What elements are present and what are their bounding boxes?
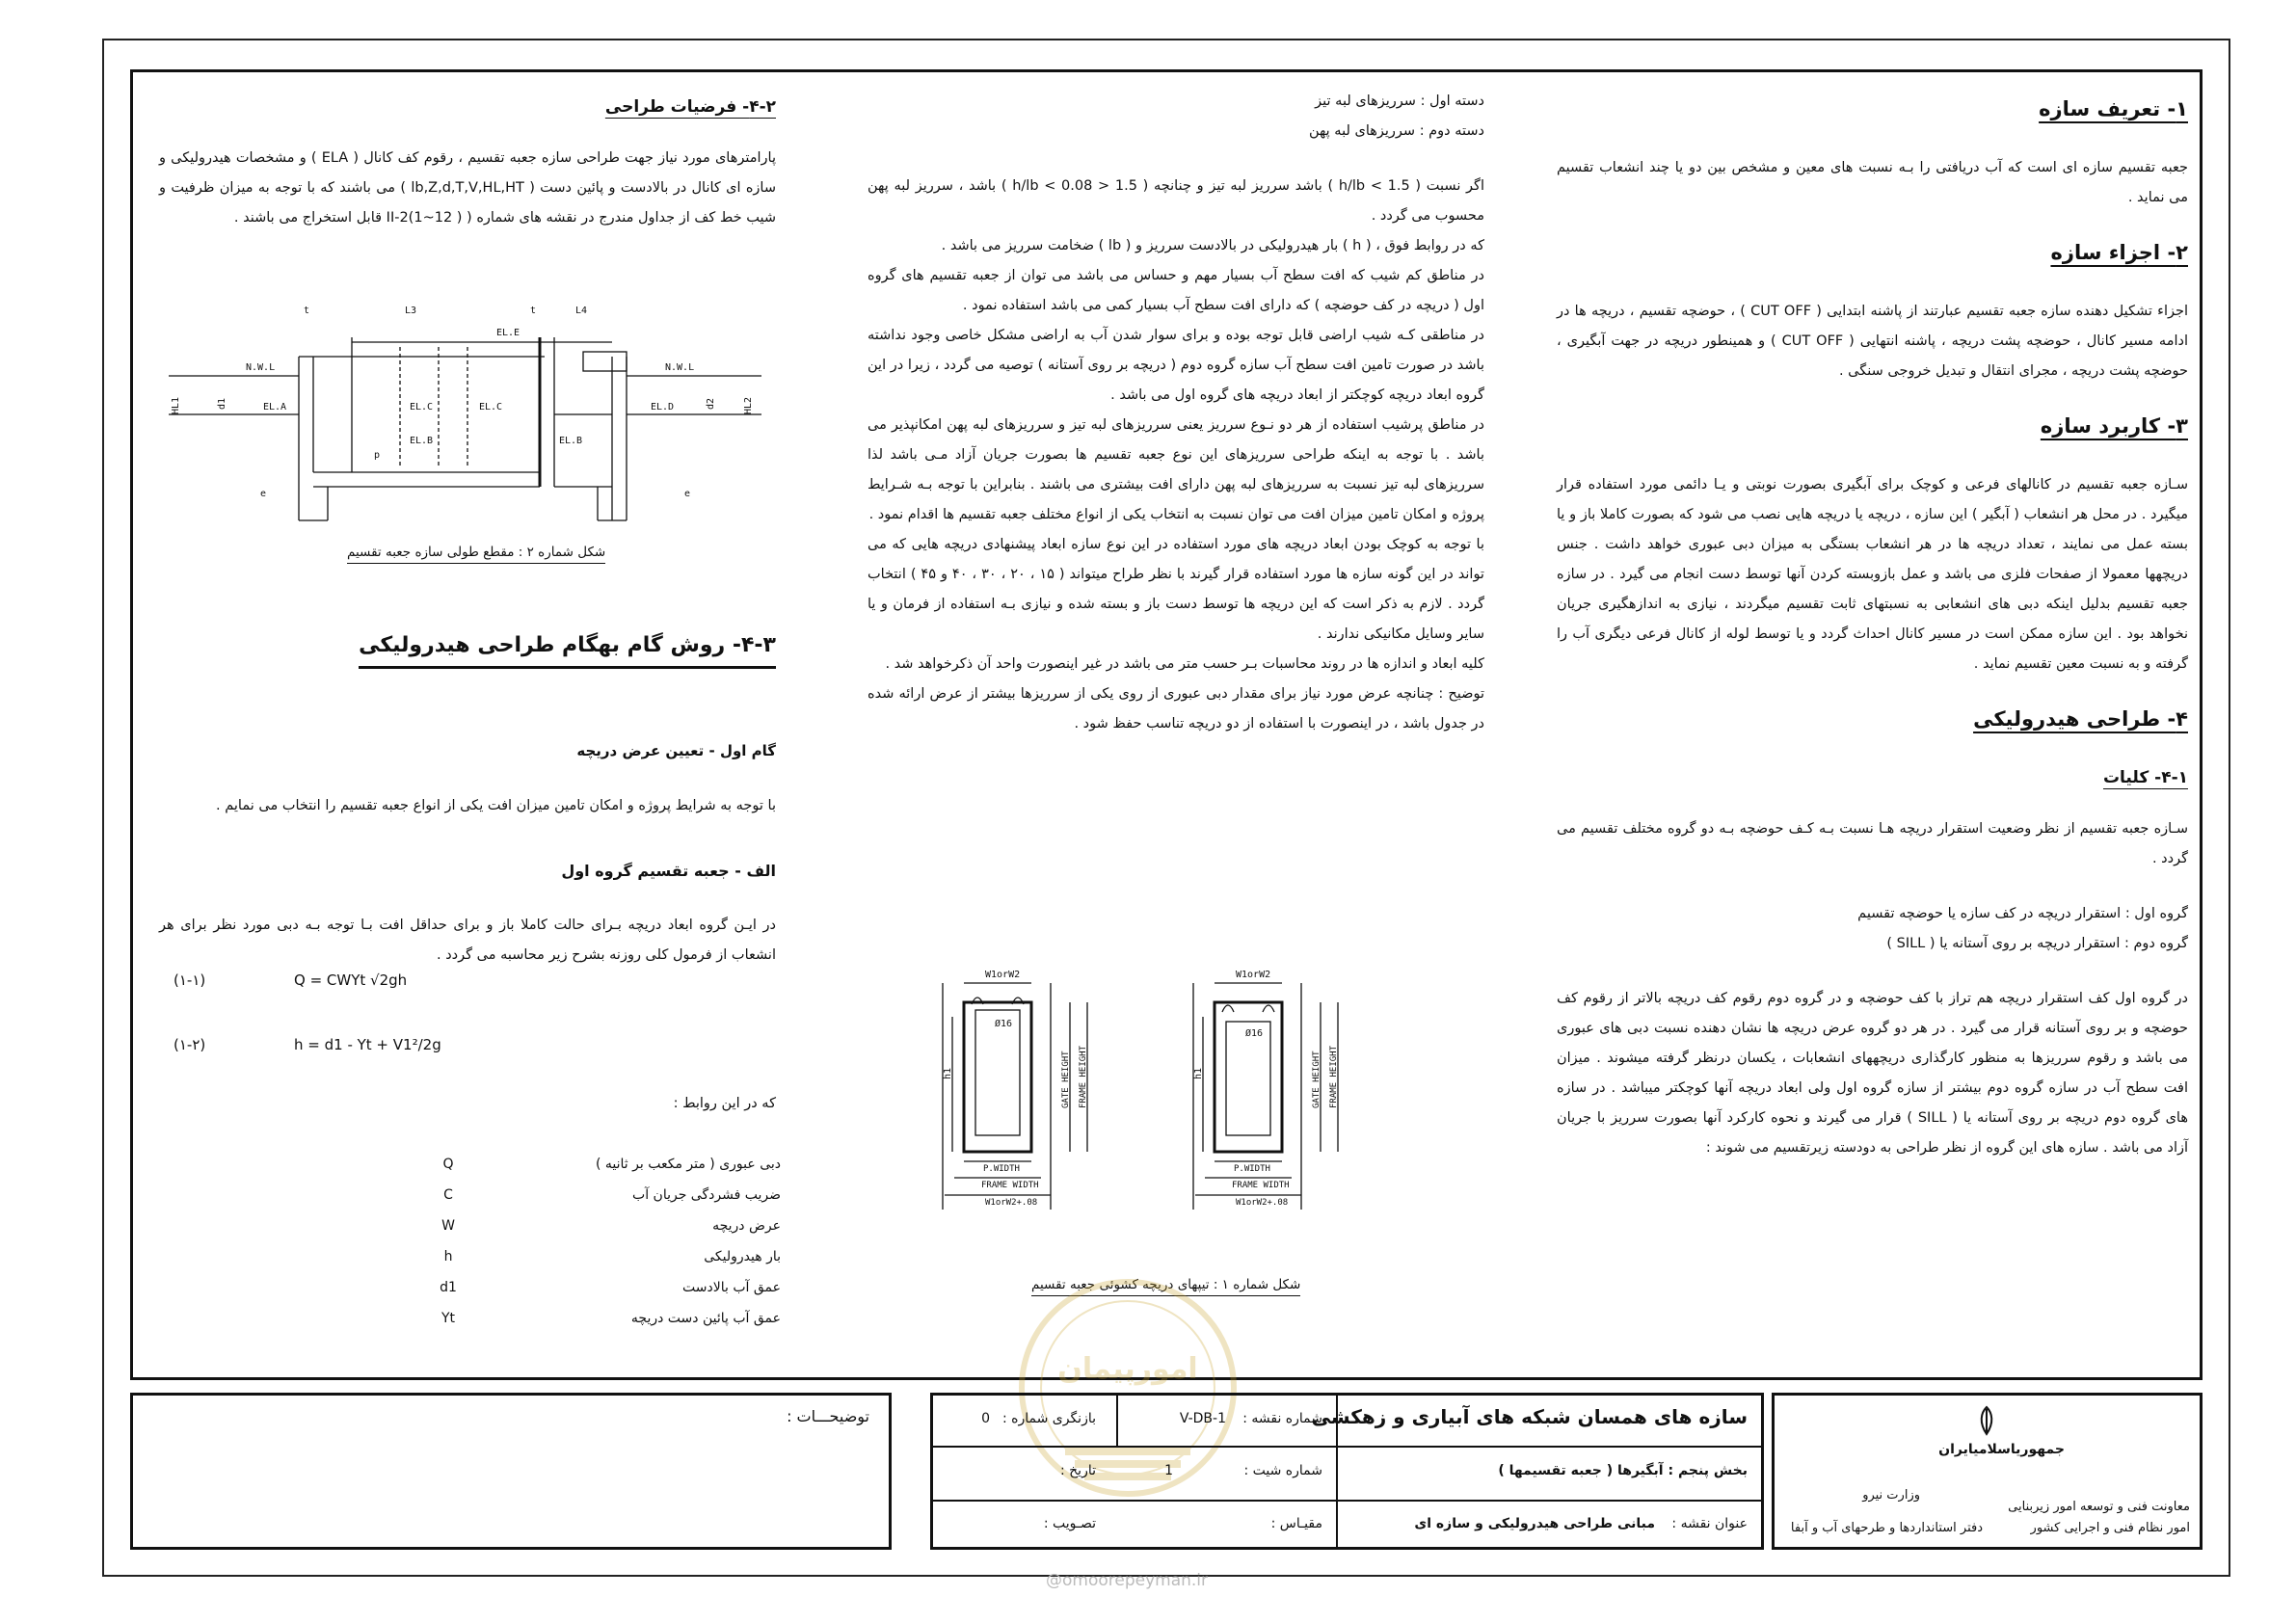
gate-a-h1: h1 xyxy=(943,1067,953,1079)
para-3: در مناطق کم شیب که افت سطح آب بسیار مهم و حساس می باشد می توان از جعبه تقسیم های گروه اول ( دریچه در کف حوضچه ) که دارای افت سطح آب بسیار کمی می باشد استفاده نمود . xyxy=(868,268,1484,313)
group-2-line: گروه دوم : استقرار دریچه بر روی آستانه یا ( SILL ) xyxy=(1886,936,2188,951)
category-2: دسته دوم : سرریزهای لبه پهن xyxy=(1308,123,1484,139)
legend-sym: C xyxy=(443,1187,453,1203)
para-1: اگر نسبت ( h/lb < 1.5 ) باشد سرریز لبه تیز و چنانچه ( 1.5 < h/lb < 0.08 ) باشد ، سرریز لبه پهن محسوب می گردد . xyxy=(868,178,1484,224)
project-title: سازه های همسان شبکه های آبیاری و زهکشی xyxy=(1311,1405,1748,1428)
label-d2: d2 xyxy=(706,397,716,410)
gate-b-w-label: W1orW2 xyxy=(1236,970,1271,980)
label-ELC-2: EL.C xyxy=(479,402,503,412)
org-3: وزارت نیرو xyxy=(1862,1488,1920,1503)
legend-desc: دبی عبوری ( متر مکعب بر ثانیه ) xyxy=(596,1157,781,1172)
formula-2: h = d1 - Yt + V1²/2g xyxy=(294,1036,441,1053)
approve-label: تصـویب : xyxy=(1043,1516,1096,1531)
legend-desc: عرض دریچه xyxy=(712,1218,781,1234)
gate-a-fw2: W1orW2+.08 xyxy=(985,1198,1038,1208)
legend-desc: عمق آب پائین دست دریچه xyxy=(630,1311,781,1326)
label-e-2: e xyxy=(684,489,691,499)
gate-b-fw: FRAME WIDTH xyxy=(1232,1181,1290,1190)
section-4-2-text: پارامترهای مورد نیاز جهت طراحی سازه جعبه تقسیم ، رقوم کف کانال ( ELA ) و مشخصات هیدرولیکی و سازه ای کانال در بالادست و پائین دست ( lb,Z,d,T,V,HL,HT ) می باشند که با توجه به میزان ظرفیت و شیب خط کف از جداول مندرج در نقشه های شماره ( II-2(1~12 ) قابل استخراج می باشند . xyxy=(159,150,776,226)
org-2: امور نظام فنی و اجرایی کشور xyxy=(2030,1521,2190,1535)
formula-2-number: (۱-۲) xyxy=(174,1036,206,1053)
para-8: توضیح : چنانچه عرض مورد نیاز برای مقدار دبی عبوری از روی یکی از سرریزها بیشتر از عرض ارائه شده در جدول باشد ، در اینصورت با استفاده از دو دریچه تناسب حفظ شود . xyxy=(868,686,1484,732)
gate-a-w-label: W1orW2 xyxy=(985,970,1021,980)
label-ELD: EL.D xyxy=(651,402,675,412)
para-5: در مناطق پرشیب استفاده از هر دو نـوع سرریز یعنی سرریزهای لبه تیز و سرریزهای لبه پهن امکانپذیر می باشد . با توجه به اینکه طراحی سرریزهای این نوع جعبه تقسیم ها بصورت جریان آزاد مـی باشد لذا سرریزهای لبه تیز نسبت به سرریزهای لبه پهن دارای افت بیشتری می باشند . بنابراین با توجه بـه شـرایط پروژه و امکان تامین میزان افت می توان نسبت به انتخاب یکی از انواع مختلف جعبه تقسیم ها اقدام نمود . xyxy=(868,417,1484,522)
gate-b-dia: Ø16 xyxy=(1245,1028,1264,1039)
section-name: بخش پنجم : آبگیرها ( جعبه تقسیمها ) xyxy=(1498,1463,1748,1478)
dim-t-2: t xyxy=(530,306,537,316)
section-3-text: سـازه جعبه تقسیم در کانالهای فرعی و کوچک برای آبگیری بصورت نوبتی و یـا دائمی مورد استفاده قرار میگیرد . در محل هر انشعاب ( آبگیر ) این سازه ، دریچه یا دریچه هایی نصب می شود که بصورت کاملا باز و یا بسته عمل می نمایند ، تعداد دریچه ها در هر انشعاب بستگی به میزان دبی عبوری خواهد داشت . جنس دریچهها معمولا از صفحات فلزی می باشد و عمل بازوبسته کردن آنها توسط دست انجام می گیرد . در سازه جعبه تقسیم بدلیل اینکه دبی های انشعابی به نسبتهای ثابت تقسیم میگردند ، نیازی به اندازهگیری جریان نخواهد بود . این سازه ممکن است در مسیر کانال احداث گردد و یا توسط لوله از کانال فرعی دیگری آب را گرفته و به نسبت معین تقسیم نماید . xyxy=(1557,477,2188,672)
legend-sym: d1 xyxy=(440,1280,457,1295)
revision-label: بازنگری شماره : xyxy=(1001,1411,1096,1426)
sheet-label: شماره شیت : xyxy=(1243,1463,1322,1478)
legend-desc: عمق آب بالادست xyxy=(682,1280,781,1295)
watermark-text: امورپیمان xyxy=(1057,1352,1198,1386)
legend-row xyxy=(414,1249,781,1264)
sheet-no: 1 xyxy=(1164,1463,1173,1478)
legend-desc: بار هیدرولیکی xyxy=(704,1249,781,1264)
legend-sym: Yt xyxy=(441,1311,456,1326)
date-label: تاریخ : xyxy=(1059,1463,1096,1478)
para-2: که در روابط فوق ، ( h ) بار هیدرولیکی در بالادست سرریز و ( lb ) ضخامت سرریز می باشد . xyxy=(941,238,1484,253)
legend-row xyxy=(414,1218,781,1234)
label-ELE: EL.E xyxy=(496,328,521,338)
title-block xyxy=(930,1393,1764,1550)
section-2-title: ۲- اجزاء سازه xyxy=(2050,241,2188,264)
gate-a-frame-height: FRAME HEIGHT xyxy=(1079,1045,1088,1108)
gate-b-frame-height: FRAME HEIGHT xyxy=(1329,1045,1339,1108)
step-1-title: گام اول - تعیین عرض دریچه xyxy=(576,742,776,759)
para-6: با توجه به کوچک بودن ابعاد دریچه های مورد استفاده در این نوع سازه ابعاد پیشنهادی دریچه هایی که می تواند در این گونه سازه ها مورد استفاده قرار گیرند با نظر طراح میتواند ( ۱۵ ، ۲۰ ، ۳۰ ، ۴۰ و ۴۵ ) انتخاب گردد . لازم به ذکر است که این دریچه ها توسط دست باز و بسته شده و نیازی بـه استفاده از فرمان و یا سایر وسایل مکانیکی ندارند . xyxy=(868,537,1484,642)
figure-2-caption: شکل شماره ۲ : مقطع طولی سازه جعبه تقسیم xyxy=(347,545,605,564)
notes-label: توضیحـــات : xyxy=(787,1407,869,1425)
org-1: معاونت فنی و توسعه امور زیربنایی xyxy=(2008,1500,2190,1514)
section-4-3-title: ۴-۳- روش گام بهگام طراحی هیدرولیکی xyxy=(359,630,776,669)
section-4-1-title: ۴-۱- کلیات xyxy=(2102,768,2188,787)
section-2-text: اجزاء تشکیل دهنده سازه جعبه تقسیم عبارتند از پاشنه ابتدایی ( CUT OFF ) ، حوضچه تقسیم ، دریچه ها در ادامه مسیر کانال ، حوضچه پشت دریچه ، پاشنه انتهایی ( CUT OFF ) و همینطور دریچه در جهت آبگیری ، حوضچه پشت دریچه ، مجرای انتقال و تبدیل خروجی سنگی . xyxy=(1557,304,2188,379)
gate-a-fw: FRAME WIDTH xyxy=(981,1181,1039,1190)
step-1-text: با توجه به شرایط پروژه و امکان تامین میزان افت یکی از انواع جعبه تقسیم را انتخاب می نمایم . xyxy=(216,798,776,813)
dim-L3: L3 xyxy=(405,306,417,316)
legend-sym: W xyxy=(441,1218,455,1234)
gate-types-figure xyxy=(906,964,1427,1224)
notes-box xyxy=(130,1393,892,1550)
map-no-label: شماره نقشه : xyxy=(1242,1411,1322,1426)
label-e-1: e xyxy=(260,489,267,499)
section-1-title: ۱- تعریف سازه xyxy=(2039,97,2188,120)
left-column xyxy=(159,87,776,258)
legend-row xyxy=(414,1187,781,1203)
label-ELB-1: EL.B xyxy=(410,436,434,446)
where-label-wrap xyxy=(159,1089,776,1119)
figure-1-caption: شکل شماره ۱ : تیپهای دریچه کشوئی جعبه تقسیم xyxy=(1031,1277,1300,1296)
legend-row xyxy=(414,1157,781,1172)
scale-label: مقیـاس : xyxy=(1270,1516,1322,1531)
gate-a-gate-height: GATE HEIGHT xyxy=(1061,1051,1071,1108)
legend-row xyxy=(414,1280,781,1295)
authority-box xyxy=(1772,1393,2203,1550)
gate-b-h1: h1 xyxy=(1193,1067,1204,1079)
where-label: که در این روابط : xyxy=(673,1096,776,1111)
para-4: در مناطقی کـه شیب اراضی قابل توجه بوده و برای سوار شدن آب به اراضی مشکل خاصی وجود نداشته باشد در صورت تامین افت سطح آب سازه گروه دوم ( دریچه بر روی آستانه ) توصیه می گردد ، زیرا در این گروه ابعاد دریچه کوچکتر از ابعاد دریچه های گروه اول می باشد . xyxy=(868,328,1484,403)
gate-b-pw: P.WIDTH xyxy=(1234,1164,1270,1174)
legend-sym: Q xyxy=(442,1157,454,1172)
label-ELC-1: EL.C xyxy=(410,402,434,412)
group-1-line: گروه اول : استقرار دریچه در کف سازه یا حوضچه تقسیم xyxy=(1857,906,2188,921)
section-1-text: جعبه تقسیم سازه ای است که آب دریافتی را بـه نسبت های معین و مشخص بین دو یا چند انشعاب تقسیم می نماید . xyxy=(1557,160,2188,205)
gate-a-dia: Ø16 xyxy=(995,1019,1013,1029)
section-4-1-text: سـازه جعبه تقسیم از نظر وضعیت استقرار دریچه هـا نسبت بـه کـف حوضچه بـه دو گروه مختلف تقسیم می گردد . xyxy=(1557,821,2188,866)
category-1: دسته اول : سرریزهای لبه تیز xyxy=(1315,93,1484,109)
label-HL2: HL2 xyxy=(743,396,754,414)
group-1-title: الف - جعبه تقسیم گروه اول xyxy=(561,862,776,880)
dim-L4: L4 xyxy=(575,306,588,316)
label-NWL-1: N.W.L xyxy=(246,362,276,373)
label-HL1: HL1 xyxy=(171,396,181,414)
longitudinal-section-figure xyxy=(159,299,776,549)
gate-a-pw: P.WIDTH xyxy=(983,1164,1020,1174)
section-4-title: ۴- طراحی هیدرولیکی xyxy=(1973,707,2188,731)
formula-1: Q = CWYt √2gh xyxy=(294,971,408,989)
revision: 0 xyxy=(981,1411,990,1426)
site-url: @omoorepeyman.ir xyxy=(1046,1571,1209,1590)
legend-row xyxy=(414,1311,781,1326)
org-4: دفتر استانداردها و طرحهای آب و آبفا xyxy=(1790,1521,1983,1535)
legend-desc: ضریب فشردگی جریان آب xyxy=(632,1187,781,1203)
para-7: کلیه ابعاد و اندازه ها در روند محاسبات بـر حسب متر می باشد در غیر اینصورت واحد آن ذکرخواهد شد . xyxy=(885,656,1484,672)
label-p: p xyxy=(374,450,381,461)
section-3-title: ۳- کاربرد سازه xyxy=(2040,414,2188,438)
emblem-icon xyxy=(1967,1403,2006,1438)
label-d1: d1 xyxy=(217,397,227,410)
gate-b-fw2: W1orW2+.08 xyxy=(1236,1198,1289,1208)
label-ELA: EL.A xyxy=(263,402,287,412)
map-no: V-DB-1 xyxy=(1179,1411,1226,1426)
section-4-1-text-2: در گروه اول کف استقرار دریچه هم تراز با کف حوضچه و در گروه دوم رقوم کف دریچه بالاتر از رقوم کف حوضچه و بر روی آستانه قرار می گیرد . در هر دو گروه عرض دریچه ها نشان دهنده نسبت دبی های عبوری می باشد و رقوم سرریزها به منظور کارگذاری دریچههای انشعابات ، یکسان درنظر گرفته میشوند . میزان افت سطح آب در سازه گروه دوم بیشتر از سازه گروه اول ولی ابعاد دریچه آنها کوچکتر میباشد . در سازه های گروه دوم دریچه بر روی آستانه یا ( SILL ) قرار می گیرند و نحوه کارکرد آنها بصورت سرریز با جریان آزاد می باشد . سازه های این گروه از نظر طراحی به دودسته زیرتقسیم می شوند : xyxy=(1557,991,2188,1156)
section-4-2-title: ۴-۲- فرضیات طراحی xyxy=(604,97,776,117)
dim-t-1: t xyxy=(304,306,310,316)
right-column xyxy=(1557,87,2188,1188)
country-name: جمهوریاسلامیایران xyxy=(1938,1442,2065,1457)
formula-1-number: (۱-۱) xyxy=(174,971,206,989)
middle-column xyxy=(868,87,1484,739)
label-NWL-2: N.W.L xyxy=(665,362,695,373)
label-ELB-2: EL.B xyxy=(559,436,583,446)
group-1-text: در ایـن گروه ابعاد دریچه بـرای حالت کاملا باز و برای حداقل افت بـا توجه بـه دبی مورد نظر برای هر انشعاب از فرمول کلی روزنه بشرح زیر محاسبه می گردد . xyxy=(159,918,776,963)
map-title-label: عنوان نقشه : xyxy=(1671,1516,1748,1531)
left-column-lower xyxy=(159,617,776,996)
legend-sym: h xyxy=(443,1249,453,1264)
gate-b-gate-height: GATE HEIGHT xyxy=(1312,1051,1322,1108)
map-title: مبانی طراحی هیدرولیکی و سازه ای xyxy=(1414,1516,1655,1531)
